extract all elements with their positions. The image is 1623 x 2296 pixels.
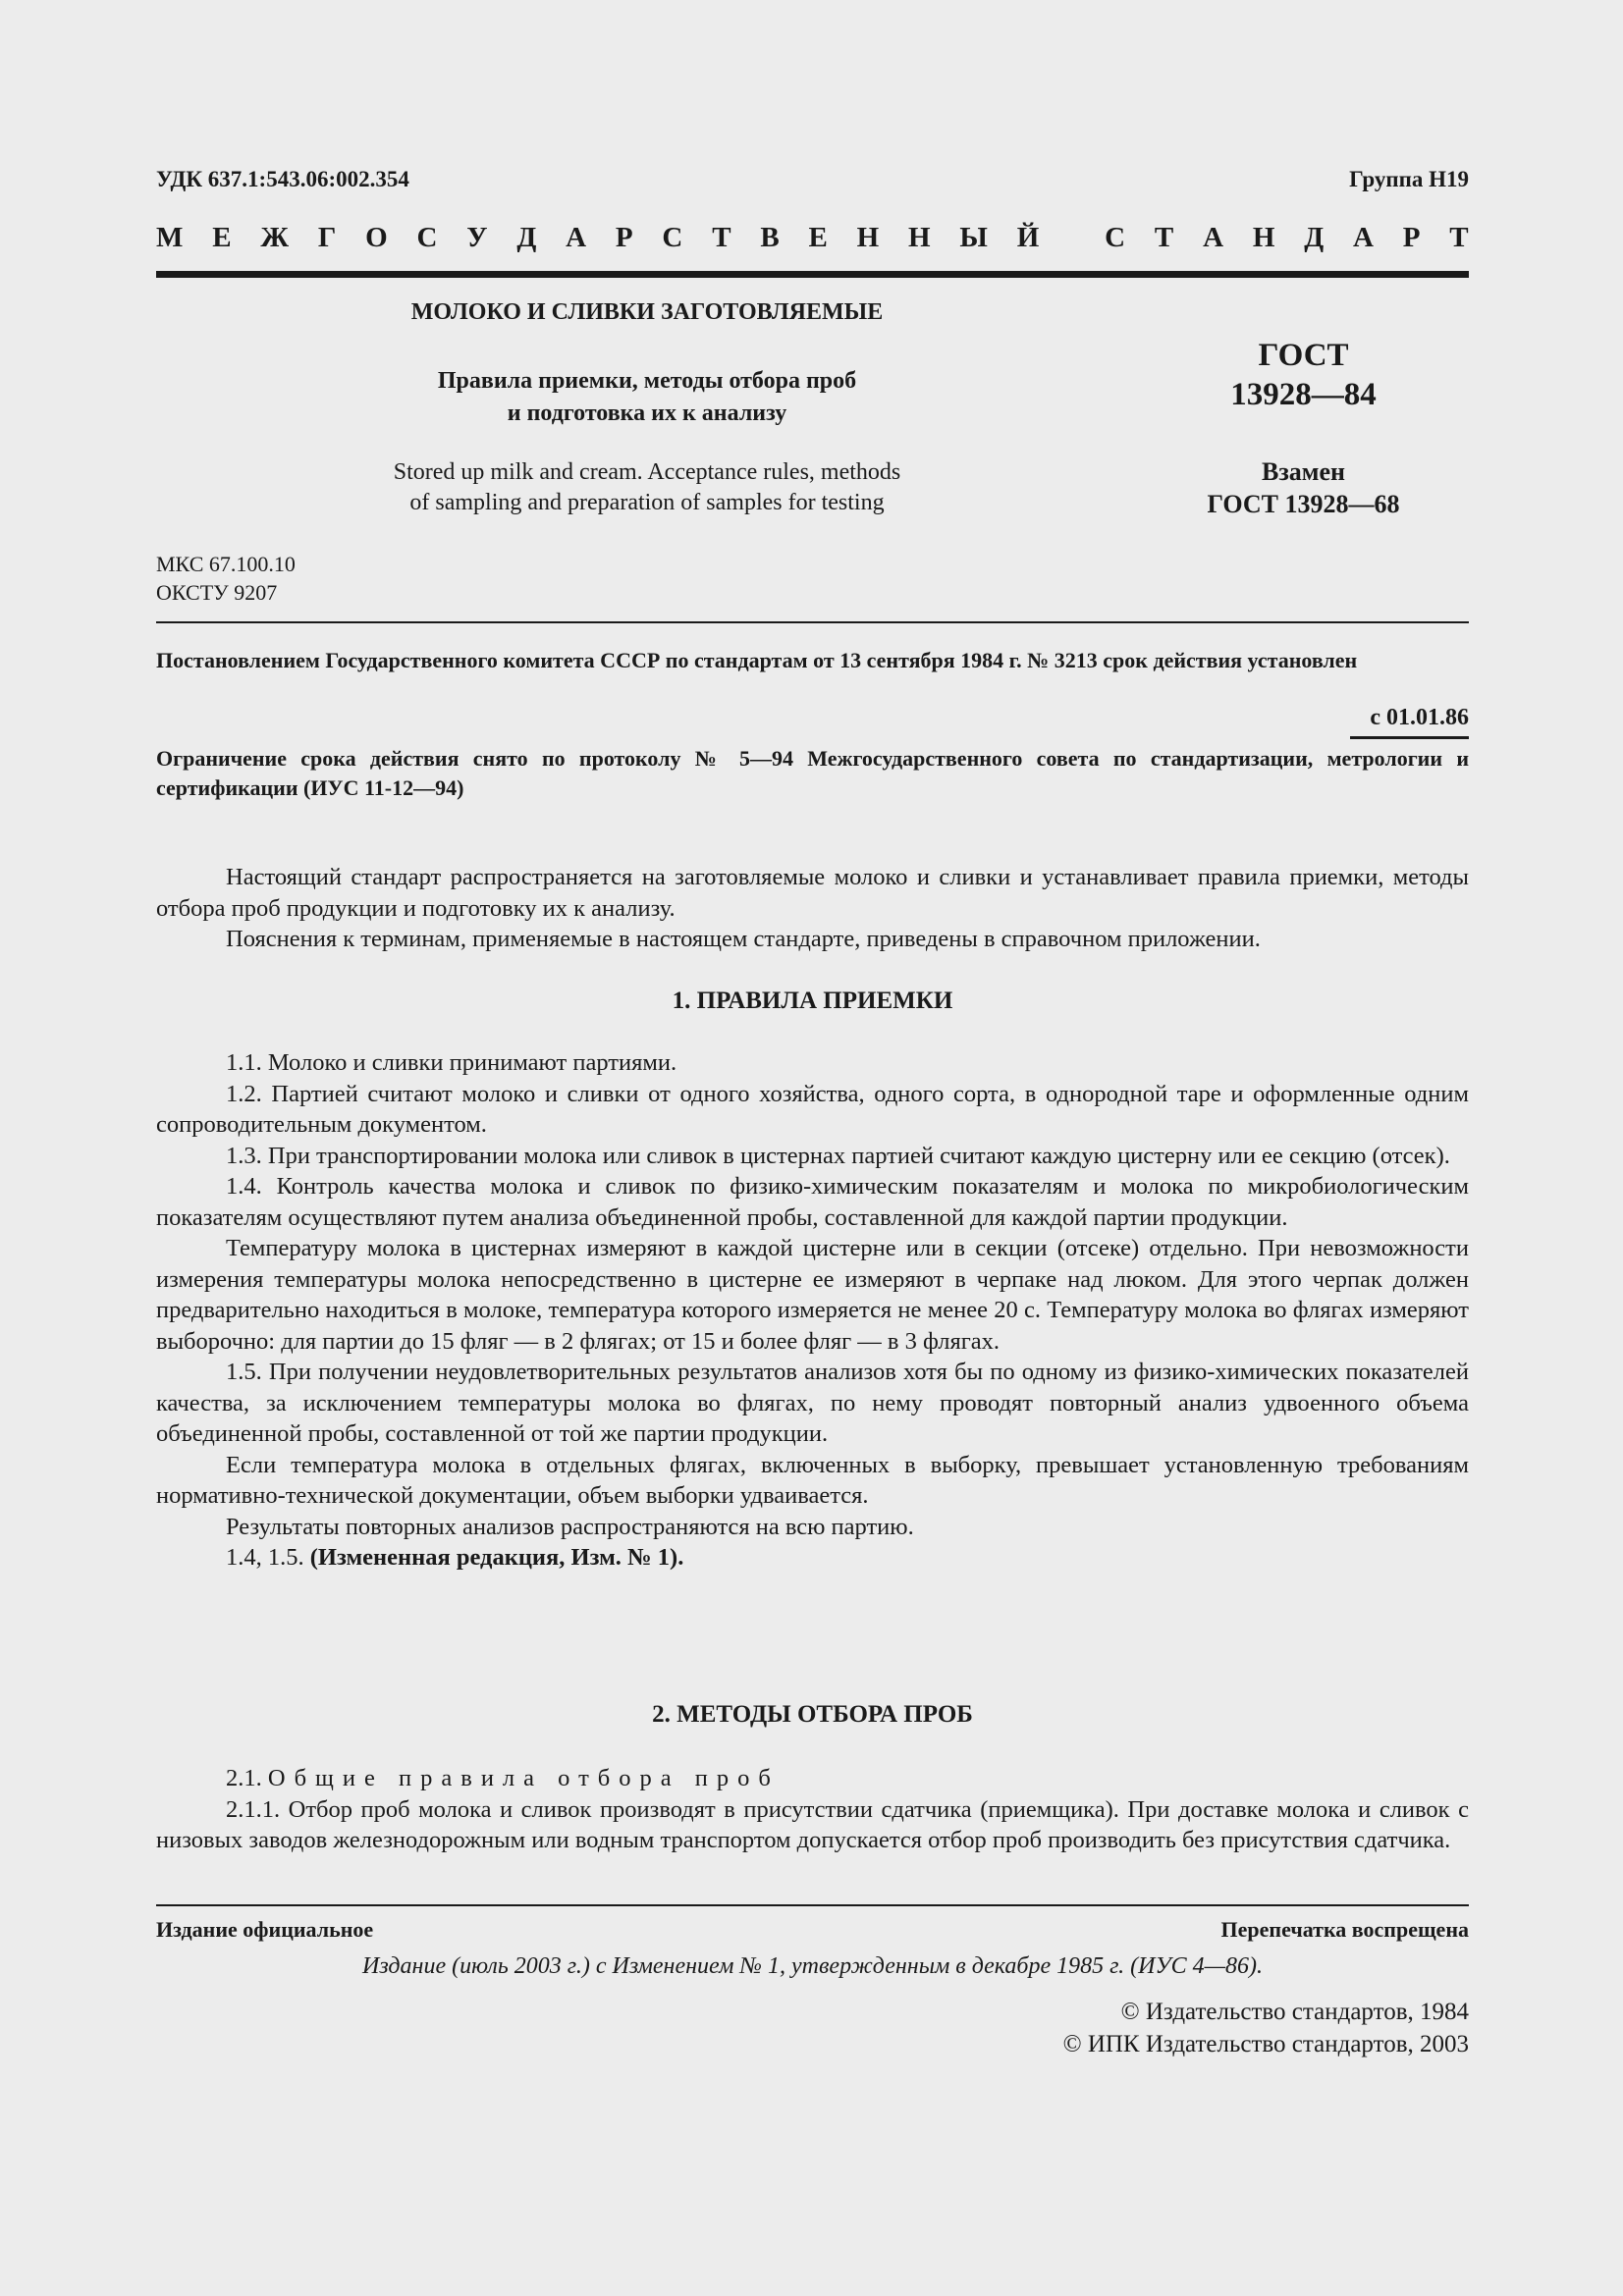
limit-removed-text: Ограничение срока действия снято по протоколу № 5—94 Межгосударственного совета по стандартизации, метрологии и сертификации (ИУС 11-12—94) [156,746,1469,800]
amendment-clauses: 1.4, 1.5. [226,1544,310,1571]
replaces-label: Взамен [1261,457,1346,486]
clause-paragraph: 1.4. Контроль качества молока и сливок по физико-химическим показателям и молока по микробиологическим показателям осуществляют путем анализа объединенной пробы, составленной для каждой партии продукции. [156,1173,1469,1231]
banner-letter: О [365,222,388,253]
reprint-prohibited-label: Перепечатка воспрещена [1220,1917,1469,1942]
banner-letter: Н [908,222,931,253]
section-heading: 1. ПРАВИЛА ПРИЕМКИ [672,988,953,1014]
english-title-line: of sampling and preparation of samples for testing [409,490,885,515]
document-title: МОЛОКО И СЛИВКИ ЗАГОТОВЛЯЕМЫЕ [410,299,884,325]
subsection-number: 2.1. [226,1765,262,1791]
classification-codes [156,550,296,607]
banner-letter: Ы [959,222,988,253]
intro-paragraph: Пояснения к терминам, применяемые в настоящем стандарте, приведены в справочном приложении. [226,926,1261,952]
clause-paragraph: 1.3. При транспортировании молока или сливок в цистернах партией считают каждую цистерну или ее секцию (отсек). [226,1142,1450,1169]
subtitle-line: Правила приемки, методы отбора проб [437,368,857,394]
clause-paragraph: 1.2. Партией считают молоко и сливки от одного хозяйства, одного сорта, в однородной таре и оформленные одним сопроводительным документом. [156,1080,1469,1138]
gost-number [1138,336,1469,414]
amendment-note [156,1542,1469,1574]
banner-letter: А [1203,222,1224,253]
banner-letter: Е [212,222,232,253]
subtitle-line: и подготовка их к анализу [507,400,787,426]
gost-label: ГОСТ [1258,338,1349,373]
replaced-gost-code: ГОСТ 13928—68 [1207,490,1400,518]
banner-gap [1068,222,1075,254]
banner-letter: Н [1252,222,1275,253]
banner-letter: В [760,222,780,253]
banner-letter: Е [808,222,828,253]
banner-letter: У [466,222,488,253]
banner-letter: Г [317,222,337,253]
banner-letter: Ж [260,222,290,253]
copyright-block [1063,1996,1469,2060]
effective-date-underline [1350,736,1469,739]
section1-body [156,1047,1469,1574]
interstate-standard-banner [156,222,1469,254]
group-code: Группа Н19 [1349,167,1469,191]
document-subtitle [156,365,1138,430]
english-title [156,457,1138,518]
banner-letter: Р [1402,222,1421,253]
banner-letter: А [566,222,587,253]
banner-letter: Д [1304,222,1325,253]
intro-block [156,862,1469,955]
clause-paragraph: 1.5. При получении неудовлетворительных результатов анализов хотя бы по одному из физико-химических показателей качества, за исключением температуры молока во флягах, по нему проводят повторный анализ удвоенного объема объединенной пробы, составленной от той же партии продукции. [156,1359,1469,1447]
clause-paragraph: Результаты повторных анализов распространяются на всю партию. [226,1513,914,1540]
gost-code: 13928—84 [1230,377,1377,412]
subsection-heading [156,1763,1469,1794]
edition-note: Издание (июль 2003 г.) с Изменением № 1, утвержденным в декабре 1985 г. (ИУС 4—86). [362,1953,1263,1979]
clause-paragraph: Если температура молока в отдельных флягах, включенных в выборку, превышает установленную требованиям нормативно-технической документации, объем выборки удваивается. [156,1451,1469,1509]
banner-letter: М [156,222,184,253]
amendment-label: (Измененная редакция, Изм. № 1). [309,1544,684,1571]
section2-body [156,1763,1469,1856]
banner-letter: Т [1449,222,1469,253]
banner-letter: С [1105,222,1126,253]
copyright-line: © Издательство стандартов, 1984 [1120,1999,1469,2025]
banner-letter: Т [712,222,731,253]
banner-letter: Р [615,222,633,253]
footer-rule [156,1904,1469,1906]
subsection-title: Общие правила отбора проб [267,1765,780,1791]
decree-text: Постановлением Государственного комитета СССР по стандартам от 13 сентября 1984 г. № 3213 срок действия установлен [156,648,1358,672]
banner-letter: Т [1154,222,1174,253]
clause-paragraph: 2.1.1. Отбор проб молока и сливок производят в присутствии сдатчика (приемщика). При доставке молока и сливок с низовых заводов железнодорожным или водным транспортом допускается отбор проб производить без присутствия сдатчика. [156,1795,1469,1853]
official-edition-label: Издание официальное [156,1917,374,1942]
section-heading: 2. МЕТОДЫ ОТБОРА ПРОБ [652,1701,973,1728]
english-title-line: Stored up milk and cream. Acceptance rules, methods [393,459,901,485]
banner-letter: Д [516,222,537,253]
banner-letter: А [1352,222,1374,253]
banner-letter: Н [856,222,880,253]
banner-letter: С [416,222,438,253]
mks-code: МКС 67.100.10 [156,552,296,576]
clause-paragraph: 1.1. Молоко и сливки принимают партиями. [226,1049,677,1076]
divider [156,621,1469,623]
intro-paragraph: Настоящий стандарт распространяется на заготовляемые молоко и сливки и устанавливает правила приемки, методы отбора проб продукции и подготовку их к анализу. [156,864,1469,922]
effective-date: с 01.01.86 [1370,705,1469,730]
udk-code: УДК 637.1:543.06:002.354 [156,167,409,191]
okstu-code: ОКСТУ 9207 [156,580,278,605]
banner-letter: Й [1016,222,1040,253]
clause-paragraph: Температуру молока в цистернах измеряют в каждой цистерне или в секции (отсеке) отдельно. При невозможности измерения температуры молока непосредственно в цистерне ее измеряют в черпаке над люком. Для этого черпак должен предварительно находиться в молоке, температура которого измеряется не менее 20 с. Температуру молока во флягах измеряют выборочно: для партии до 15 фляг — в 2 флягах; от 15 и более фляг — в 3 флягах. [156,1235,1469,1355]
replaces-standard [1138,455,1469,520]
copyright-line: © ИПК Издательство стандартов, 2003 [1062,2031,1469,2057]
banner-letter: С [662,222,683,253]
header-rule [156,271,1469,278]
